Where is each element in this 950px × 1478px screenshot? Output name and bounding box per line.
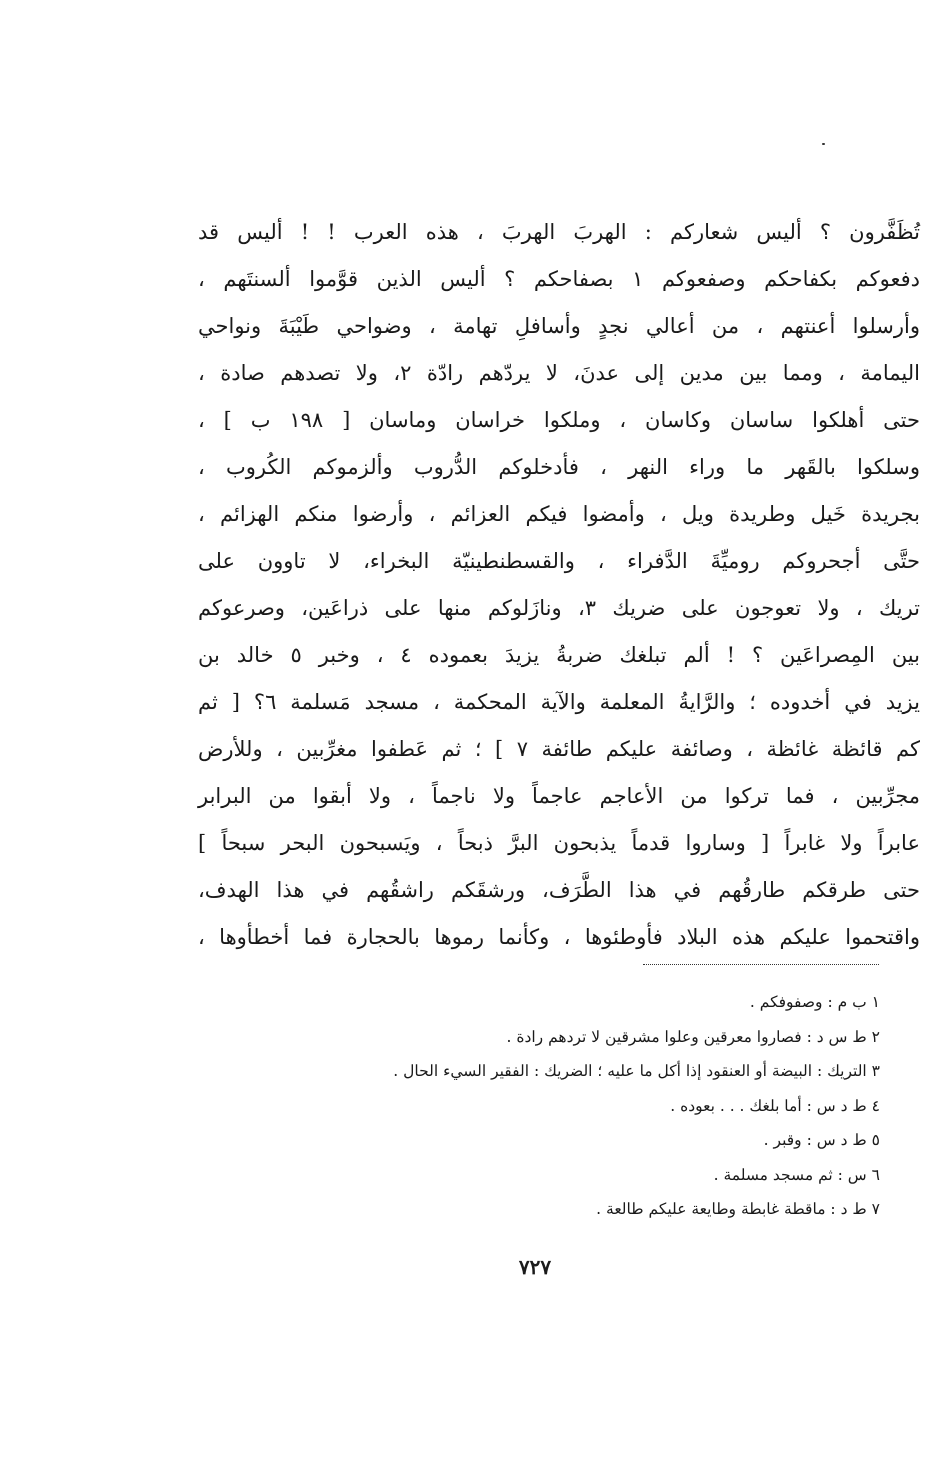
text-line-7: بجريدة خَيل وطريدة ويل ، وأمضوا فيكم العزائم ، وأرضوا منكم الهزائم ، [198,502,920,526]
text-line-2: دفعوكم بكفاحكم وصفعوكم ١ بصفاحكم ؟ أليس الذين قوَّموا ألسنتَهم ، [198,267,921,291]
text-line-1: تُظَفَّرون ؟ أليس شعاركم : الهربَ الهربَ ، هذه العرب ! ! أليس قد [198,220,920,244]
footnote-6: ٦ س : ثم مسجد مسلمة . [713,1165,880,1184]
text-line-13: مجرِّبين ، فما تركوا من الأعاجم عاجماً ولا ناجماً ، ولا أبقوا من البرابر [198,784,920,808]
text-line-8: حتَّى أجحروكم روميِّةَ الدَّفراء ، والقسطنطينيّة البخراء، لا تاوون على [198,549,920,573]
text-line-16: واقتحموا عليكم هذه البلاد فأوطئوها ، وكأنما رموها بالحجارة فما أخطأوها ، [198,925,920,949]
footnote-4: ٤ ط د س : أما بلغك . . . بعوده . [670,1096,880,1115]
text-line-15: حتى طرقكم طارقُهم في هذا الطَّرَف، ورشقَكم راشقُهم في هذا الهدف، [198,878,920,902]
footnote-5: ٥ ط د س : وقبر . [763,1131,880,1149]
page-number: ٧٢٧ [518,1255,552,1279]
footnote-3: ٣ التريك : البيضة أو العنقود إذا أكل ما عليه ؛ الضريك : الفقير السيء الحال . [393,1062,880,1080]
text-line-6: وسلكوا بالقَهر ما وراء النهر ، فأدخلوكم الدُّروب وألزموكم الكُروب ، [198,455,920,479]
main-text-block [198,209,920,961]
text-line-4: اليمامة ، ومما بين مدين إلى عدنَ، لا يردّهم رادّة ٢، ولا تصدهم صادة ، [198,361,920,385]
text-line-10: بين المِصراعَين ؟ ! ألم تبلغك ضربةُ يزيدَ بعموده ٤ ، وخبر ٥ خالد بن [198,643,920,667]
page-speck [822,143,825,145]
text-line-11: يزيد في أخدوده ؛ والرَّايةُ المعلمة والآية المحكمة ، مسجد مَسلمة ٦؟ [ ثم [198,690,920,714]
text-line-3: وأرسلوا أعنتهم ، من أعالي نجدٍ وأسافلِ تهامة ، وضواحي طَيْبَةَ ونواحي [198,314,920,338]
footnote-2: ٢ ط س د : فصاروا معرقين وعلوا مشرقين لا تردهم رادة . [506,1027,880,1046]
text-line-12: كم قائظة غائظة ، وصائفة عليكم طائفة ٧ ] ؛ ثم عَطفوا مغرِّبين ، وللأرض [198,737,920,761]
footnote-1: ١ ب م : وصفوفكم . [749,993,880,1011]
footnote-7: ٧ ط د : ماقطة غابطة وطايعة عليكم طالعة . [596,1200,880,1218]
text-line-9: تريك ، ولا تعوجون على ضريك ٣، ونازَلوكم منها على ذراعَين، وصرعوكم [198,596,920,620]
footnotes-block [240,987,880,1229]
text-line-5: حتى أهلكوا ساسان وكاسان ، وملكوا خراسان وماسان [ ١٩٨ ب ] ، [198,408,920,432]
footnote-separator [643,964,879,965]
text-line-14: عابراً ولا غابراً [ وساروا قدماً يذبحون البرَّ ذبحاً ، ويَسبحون البحر سبحاً ] [198,831,920,855]
